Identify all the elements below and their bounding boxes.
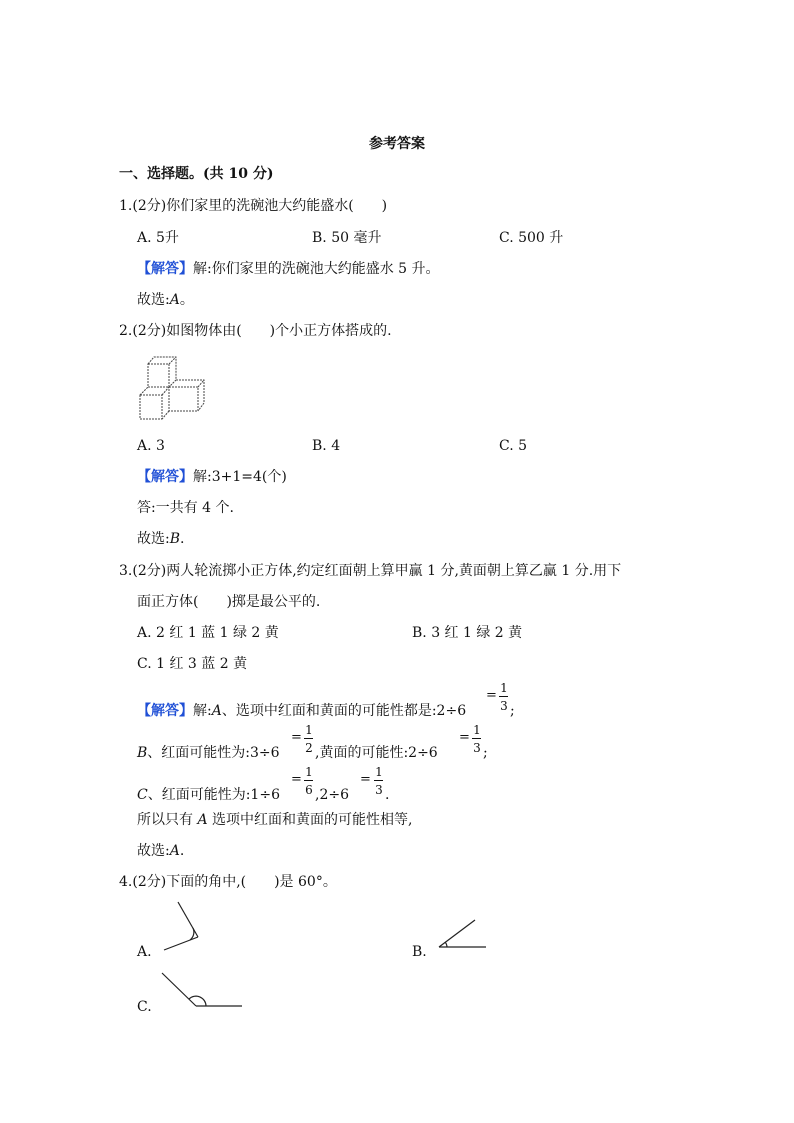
q3-answer-line3 <box>137 786 280 804</box>
fraction-denominator: 2 <box>305 741 313 755</box>
choice-prefix: 故选: <box>137 292 170 308</box>
q4-option-b: B. <box>412 944 427 960</box>
fraction-denominator: 3 <box>473 741 481 755</box>
choice-letter: B <box>169 531 181 547</box>
answer-text: 、选项中红面和黄面的可能性都是:2÷6 <box>221 703 467 719</box>
question-3-stem-line2: 面正方体( )掷是最公平的. <box>137 594 321 610</box>
var-letter: A <box>197 812 208 828</box>
fraction-bar <box>499 696 508 697</box>
q2-option-b: B. 4 <box>312 438 341 454</box>
equals-sign: = <box>486 688 497 703</box>
fraction-denominator: 3 <box>500 699 508 713</box>
fraction-numerator: 1 <box>305 723 313 737</box>
q2-choice <box>137 530 184 548</box>
choice-letter: A <box>169 843 180 859</box>
page-title: 参考答案 <box>369 136 425 152</box>
answer-pre: 解: <box>193 703 212 719</box>
fraction-numerator: 1 <box>500 681 508 695</box>
q3-answer-line4 <box>137 811 412 829</box>
q4-option-a: A. <box>137 944 152 960</box>
fraction-denominator: 6 <box>305 783 313 797</box>
choice-suffix: 。 <box>179 292 194 308</box>
answer-tag: 【解答】 <box>137 703 193 719</box>
q2-answer <box>137 468 287 486</box>
angle-figure-a <box>160 900 205 952</box>
question-4-stem: 4.(2分)下面的角中,( )是 60°。 <box>119 874 337 890</box>
q1-option-c: C. 500 升 <box>499 230 564 246</box>
q1-choice <box>137 291 194 309</box>
q3-option-a: A. 2 红 1 蓝 1 绿 2 黄 <box>137 625 279 641</box>
equals-sign: = <box>459 730 470 745</box>
q2-option-a: A. 3 <box>137 438 165 454</box>
fraction-numerator: 1 <box>473 723 481 737</box>
q2-answer-line2: 答:一共有 4 个. <box>137 500 234 516</box>
answer-text: 选项中红面和黄面的可能性相等, <box>207 812 413 828</box>
q1-option-a: A. 5升 <box>137 230 179 246</box>
equals-sign: = <box>291 730 302 745</box>
answer-text: 、红面可能性为:3÷6 <box>147 745 280 761</box>
fraction-bar <box>304 780 313 781</box>
equals-sign: = <box>291 772 302 787</box>
q4-option-c: C. <box>137 999 152 1015</box>
choice-letter: A <box>169 292 180 308</box>
choice-prefix: 故选: <box>137 531 170 547</box>
answer-tag: 【解答】 <box>137 469 193 485</box>
answer-pre: 所以只有 <box>137 812 198 828</box>
answer-text: 解:3+1=4(个) <box>193 469 287 485</box>
fraction-bar <box>472 738 481 739</box>
cube-figure <box>138 355 208 425</box>
fraction-bar <box>374 780 383 781</box>
fraction-denominator: 3 <box>375 783 383 797</box>
equals-sign: = <box>360 772 371 787</box>
answer-tag: 【解答】 <box>137 261 193 277</box>
q3-answer-line1 <box>137 702 466 720</box>
semicolon: ; <box>483 745 488 761</box>
choice-suffix: . <box>180 531 185 547</box>
q3-choice <box>137 842 184 860</box>
q1-option-b: B. 50 毫升 <box>312 230 382 246</box>
angle-figure-c <box>160 970 244 1010</box>
angle-figure-b <box>436 918 488 950</box>
answer-text-b: ,2÷6 <box>315 787 349 803</box>
question-2-stem: 2.(2分)如图物体由( )个小正方体搭成的. <box>119 323 392 339</box>
question-3-stem-line1: 3.(2分)两人轮流掷小正方体,约定红面朝上算甲赢 1 分,黄面朝上算乙赢 1 分.用下 <box>119 563 622 579</box>
q3-option-b: B. 3 红 1 绿 2 黄 <box>412 625 523 641</box>
answer-text-b: ,黄面的可能性:2÷6 <box>315 745 438 761</box>
fraction-numerator: 1 <box>305 765 313 779</box>
q3-answer-line2 <box>137 744 280 762</box>
q1-answer <box>137 260 440 278</box>
period: . <box>385 787 390 803</box>
var-letter: B <box>137 745 148 761</box>
fraction-bar <box>304 738 313 739</box>
fraction-numerator: 1 <box>375 765 383 779</box>
var-letter: C <box>137 787 148 803</box>
question-1-stem: 1.(2分)你们家里的洗碗池大约能盛水( ) <box>119 198 388 214</box>
semicolon: ; <box>510 703 515 719</box>
q2-option-c: C. 5 <box>499 438 528 454</box>
answer-text: 解:你们家里的洗碗池大约能盛水 5 升。 <box>193 261 440 277</box>
var-letter: A <box>211 703 222 719</box>
choice-suffix: . <box>179 843 185 859</box>
answer-text: 、红面可能性为:1÷6 <box>147 787 280 803</box>
section-heading: 一、选择题。(共 10 分) <box>119 166 274 182</box>
q3-option-c: C. 1 红 3 蓝 2 黄 <box>137 656 248 672</box>
choice-prefix: 故选: <box>137 843 170 859</box>
